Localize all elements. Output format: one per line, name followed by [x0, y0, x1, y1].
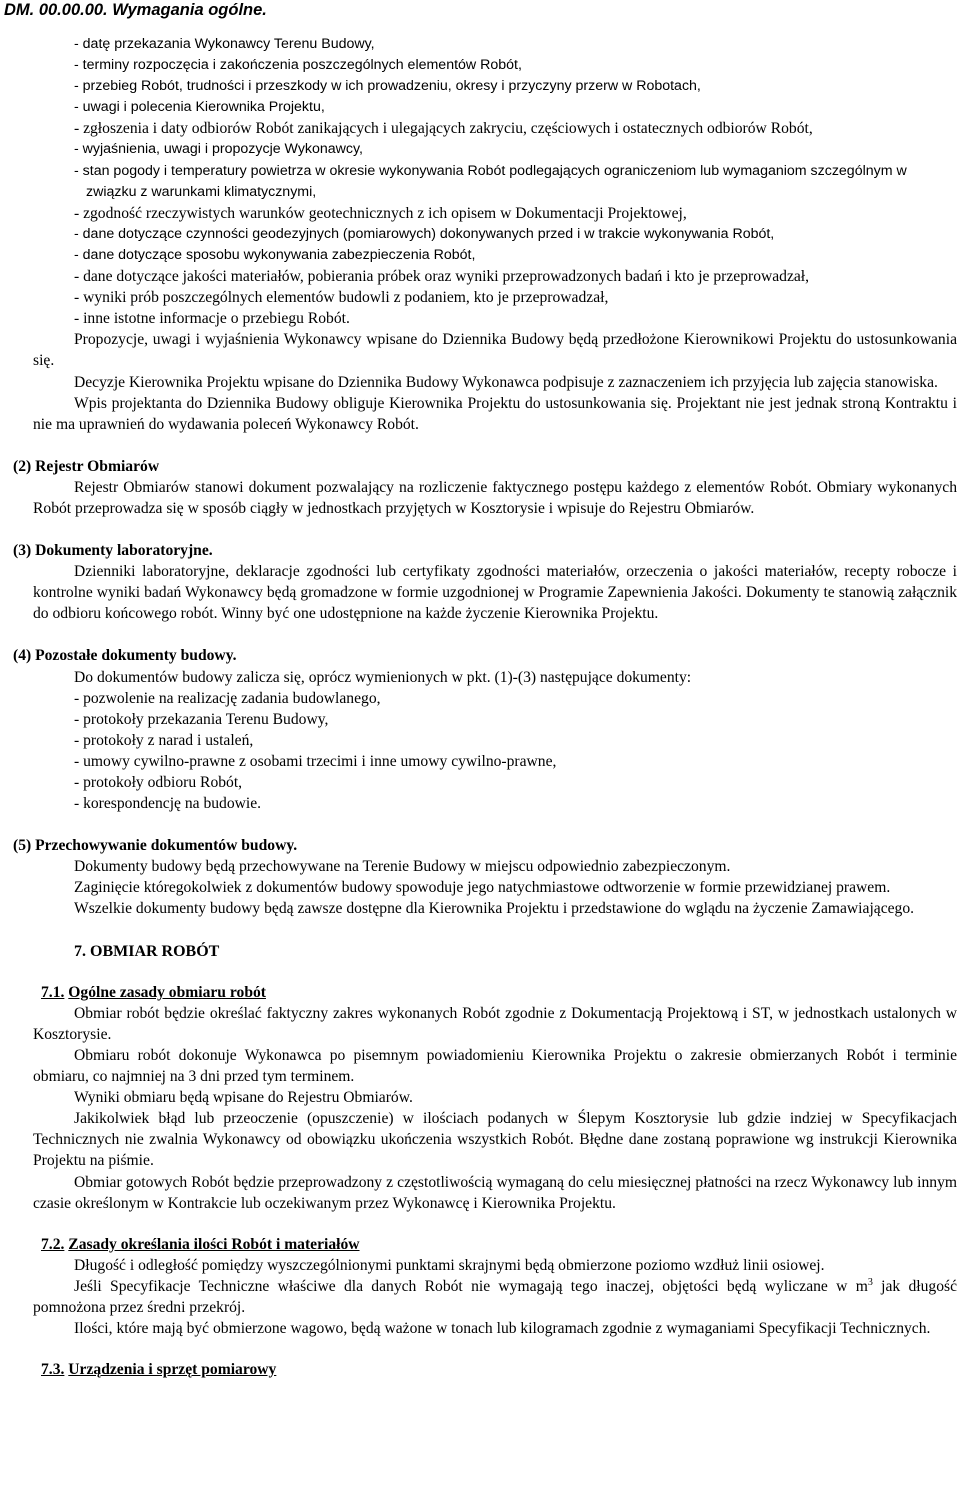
document-body — [13, 34, 957, 1380]
subsection-number: 7.2. — [41, 1235, 65, 1253]
paragraph: Zaginięcie któregokolwiek z dokumentów budowy spowoduje jego natychmiastowe odtworzenie w formie przewidzianej prawem. — [74, 879, 891, 897]
page-header: DM. 00.00.00. Wymagania ogólne. — [4, 1, 267, 19]
list-item: - wyjaśnienia, uwagi i propozycje Wykonawcy, — [74, 141, 363, 158]
paragraph: Decyzje Kierownika Projektu wpisane do Dziennika Budowy Wykonawca podpisuje z zaznaczeniem ich przyjęcia lub zajęcia stanowiska. — [74, 373, 938, 391]
paragraph: Ilości, które mają być obmierzone wagowo, będą ważone w tonach lub kilogramach zgodnie z wymaganiami Specyfikacji Technicznych. — [74, 1320, 931, 1338]
diary-entries-list — [33, 34, 957, 329]
list-item: - pozwolenie na realizację zadania budowlanego, — [74, 689, 381, 707]
list-item: - terminy rozpoczęcia i zakończenia poszczególnych elementów Robót, — [74, 57, 522, 74]
text-run: jak długość pomnożona przez średni przekrój. — [33, 1277, 957, 1316]
paragraph: Propozycje, uwagi i wyjaśnienia Wykonawcy wpisane do Dziennika Budowy będą przedłożone Kierownikowi Projektu do ustosunkowania się. — [33, 331, 957, 370]
subsection-heading — [33, 1234, 957, 1255]
list-item: - protokoły z narad i ustaleń, — [74, 731, 254, 749]
list-item: - dane dotyczące jakości materiałów, pobierania próbek oraz wyniki przeprowadzonych badań i kto je przeprowadzał, — [74, 268, 810, 286]
paragraph: Wpis projektanta do Dziennika Budowy obliguje Kierownika Projektu do ustosunkowania się. Projektant nie jest jednak stroną Kontraktu i nie ma uprawnień do wydawania poleceń Wykonawcy Robót. — [33, 394, 957, 433]
list-item: - stan pogody i temperatury powietrza w okresie wykonywania Robót podlegających ograniczeniom lub wymaganiom szczególnym w związku z warunkami klimatycznymi, — [74, 162, 907, 200]
paragraph: Obmiar gotowych Robót będzie przeprowadzony z częstotliwością wymaganą do celu miesięcznej płatności na rzecz Wykonawcy lub innym czasie określonym w Kontrakcie lub oczekiwanym przez Wykonawcę i Kierownika Projektu. — [33, 1173, 957, 1212]
subsection-title: Zasady określania ilości Robót i materiałów — [68, 1235, 360, 1253]
subsection-title: Urządzenia i sprzęt pomiarowy — [68, 1361, 277, 1379]
text-run: Jeśli Specyfikacje Techniczne właściwe dla danych Robót nie wymagają tego inaczej, objętości będą wyliczane w m — [74, 1277, 868, 1295]
paragraph: Dzienniki laboratoryjne, deklaracje zgodności lub certyfikaty zgodności materiałów, orzeczenia o jakości materiałów, recepty robocze i kontrolne wyniki badań Wykonawcy będą gromadzone w formie uzgodnionej w Programie Zapewnienia Jakości. Dokumenty te stanowią załącznik do odbioru końcowego robót. Winny być one udostępnione na każde życzenie Kierownika Projektu. — [33, 563, 957, 623]
paragraph: Obmiaru robót dokonuje Wykonawca po pisemnym powiadomieniu Kierownika Projektu o zakresie obmierzanych Robót i terminie obmiaru, co najmniej na 3 dni przed tym terminem. — [33, 1046, 957, 1086]
paragraph: Rejestr Obmiarów stanowi dokument pozwalający na rozliczenie faktycznego postępu każdego z elementów Robót. Obmiary wykonanych Robót przeprowadza się w sposób ciągły w jednostkach przyjętych w Kosztorysie i wpisuje do Rejestru Obmiarów. — [33, 478, 957, 517]
list-item: - przebieg Robót, trudności i przeszkody w ich prowadzeniu, okresy i przyczyny przerw w Robotach, — [74, 78, 701, 95]
superscript: 3 — [867, 1276, 873, 1288]
list-item: - dane dotyczące sposobu wykonywania zabezpieczenia Robót, — [74, 246, 476, 263]
paragraph: Wszelkie dokumenty budowy będą zawsze dostępne dla Kierownika Projektu i przedstawione do wglądu na życzenie Zamawiającego. — [74, 900, 915, 918]
list-item: - protokoły przekazania Terenu Budowy, — [74, 710, 329, 728]
paragraph: Długość i odległość pomiędzy wyszczególnionymi punktami skrajnymi będą obmierzone poziomo wzdłuż linii osiowej. — [74, 1256, 825, 1274]
list-item: - uwagi i polecenia Kierownika Projektu, — [74, 99, 325, 116]
paragraph: Do dokumentów budowy zalicza się, oprócz wymienionych w pkt. (1)-(3) następujące dokumenty: — [74, 668, 692, 686]
list-item: - protokoły odbioru Robót, — [74, 774, 243, 791]
paragraph: Jakikolwiek błąd lub przeoczenie (opuszczenie) w ilościach podanych w Ślepym Kosztorysie lub gdzie indziej w Specyfikacjach Technicznych nie zwalnia Wykonawcy od obowiązku ukończenia wszystkich Robót. Błędne dane zostaną poprawione wg instrukcji Kierownika Projektu na piśmie. — [33, 1110, 957, 1170]
section-heading: (3) Dokumenty laboratoryjne. — [13, 542, 213, 560]
subsection-heading — [33, 1359, 957, 1380]
section-heading: (4) Pozostałe dokumenty budowy. — [13, 647, 237, 665]
paragraph: Obmiar robót będzie określać faktyczny zakres wykonanych Robót zgodnie z Dokumentacją Projektową i ST, w jednostkach ustalonych w Kosztorysie. — [33, 1004, 957, 1043]
subsection-number: 7.1. — [41, 983, 65, 1001]
paragraph: Wyniki obmiaru będą wpisane do Rejestru Obmiarów. — [74, 1089, 413, 1107]
list-item: - zgłoszenia i daty odbiorów Robót zanikających i ulegających zakryciu, częściowych i ostatecznych odbiorów Robót, — [74, 120, 813, 138]
list-item: - dane dotyczące czynności geodezyjnych (pomiarowych) dokonywanych przed i w trakcie wykonywania Robót, — [74, 225, 775, 242]
subsection-number: 7.3. — [41, 1361, 65, 1379]
documents-list — [33, 688, 957, 815]
subsection-heading — [33, 982, 957, 1003]
list-item: - inne istotne informacje o przebiegu Robót. — [74, 310, 350, 328]
chapter-heading: 7. OBMIAR ROBÓT — [74, 942, 220, 960]
list-item: - korespondencję na budowie. — [74, 795, 262, 813]
list-item: - zgodność rzeczywistych warunków geotechnicznych z ich opisem w Dokumentacji Projektowej, — [74, 204, 687, 222]
section-heading: (5) Przechowywanie dokumentów budowy. — [13, 837, 298, 855]
list-item: - wyniki prób poszczególnych elementów budowli z podaniem, kto je przeprowadzał, — [74, 289, 609, 307]
list-item: - umowy cywilno-prawne z osobami trzecimi i inne umowy cywilno-prawne, — [74, 752, 557, 770]
section-heading: (2) Rejestr Obmiarów — [13, 457, 160, 475]
paragraph: Dokumenty budowy będą przechowywane na Terenie Budowy w miejscu odpowiednio zabezpieczonym. — [74, 858, 731, 876]
paragraph — [33, 1276, 957, 1318]
list-item: - datę przekazania Wykonawcy Terenu Budowy, — [74, 36, 375, 52]
subsection-title: Ogólne zasady obmiaru robót — [68, 983, 266, 1001]
